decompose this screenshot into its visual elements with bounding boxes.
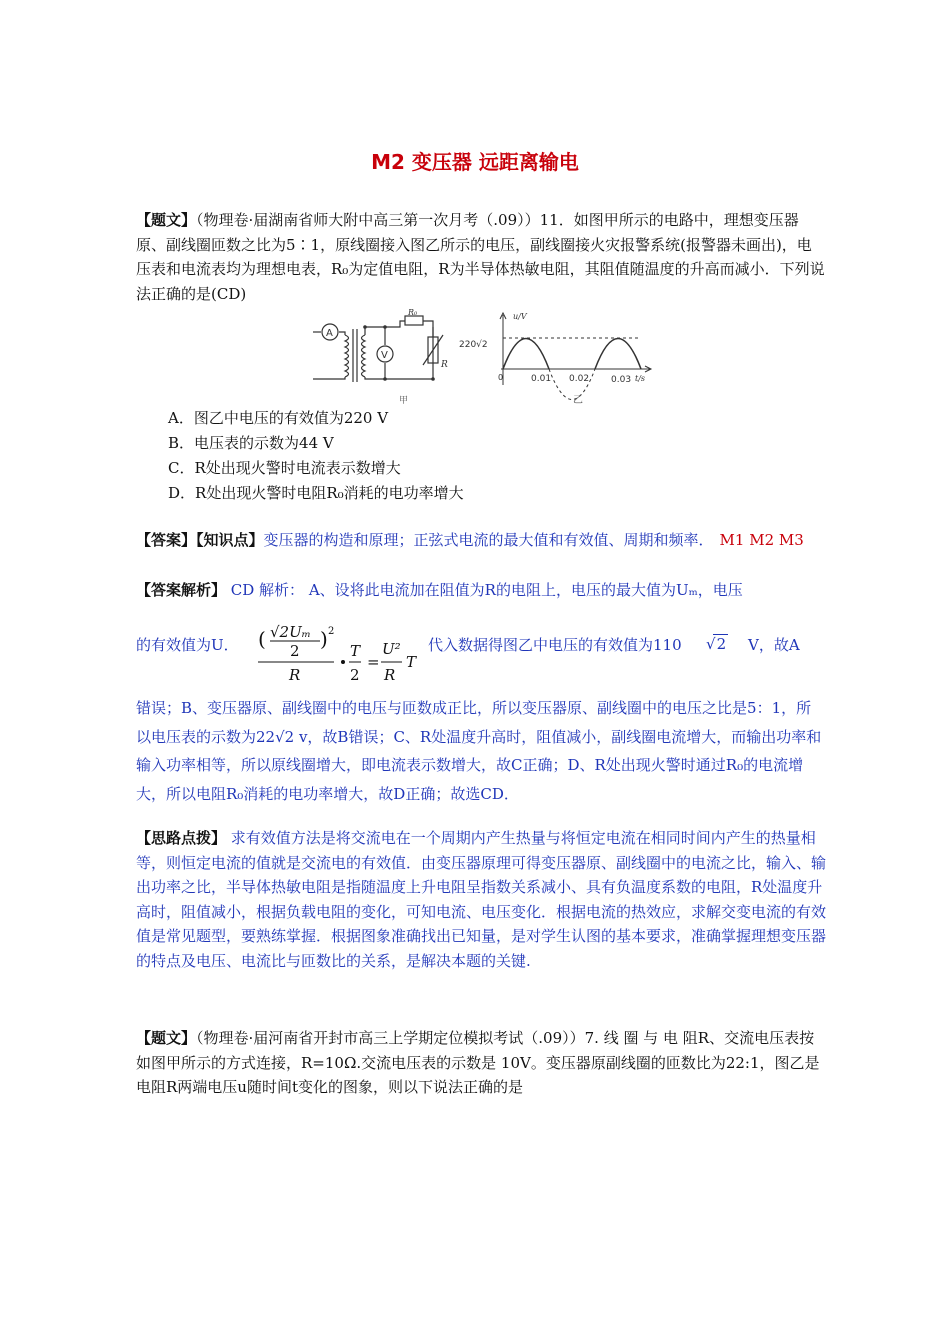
svg-text:2: 2 [328,626,335,637]
knowledge-text: 变压器的构造和原理；正弦式电流的最大值和有效值、周期和频率． [263,531,714,549]
option-a: A．图乙中电压的有效值为220 V [168,409,389,427]
hint-text: 求有效值方法是将交流电在一个周期内产生热量与将恒定电流在相同时间内产生的热量相等，则恒定电流的值就是交流电的有效值．由变压器原理可得变压器原、副线圈中的电流之比，输入、输出功率之比，半导体热敏电阻是指随温度上升电阻呈指数关系减小、具有负温度系数的电阻，R处温度升高时，阻值减小，根据负载电阻的变化，可知电流、电压变化．根据电流的热效应，求解交变电流的有效值是常见题型，要熟练掌握．根据图象准确找出已知量，是对学生认图的基本要求，准确掌握理想变压器的特点及电压、电流比与匝数比的关系，是解决本题的关键. [136,829,827,970]
formula-den-2: 2 [290,642,300,660]
figure-jia-label: 甲 [399,396,409,406]
svg-text:=: = [367,653,380,671]
formula-numerator: √2Uₘ [270,623,311,641]
question-2 [136,1026,826,1100]
knowledge-codes: M1 M2 M3 [719,531,804,549]
analysis-formula-line [136,620,836,684]
option-c: C．R处出现火警时电流表示数增大 [168,459,401,477]
formula-suffix: 代入数据得图乙中电压的有效值为110 [428,636,682,654]
tick-001: 0.01 [531,374,552,384]
page-title: M2 变压器 远距离输电 [371,150,579,174]
circuit-and-waveform-figure [305,307,665,407]
answer-tag: 【答案】 [136,531,197,549]
answer-block [136,528,826,553]
ammeter-label: A [326,328,333,339]
formula-graphic [254,620,429,684]
analysis-tag: 【答案解析】 [136,581,227,599]
hint-tag: 【思路点拨】 [136,829,227,847]
voltmeter-label: V [381,350,388,361]
axis-t-label: t/s [635,374,646,383]
formula-rhs: U² [382,640,401,658]
axis-origin: 0 [498,373,504,382]
question-2-stem: （物理卷·届河南省开封市高三上学期定位模拟考试（.09））7. 线 圈 与 电 阻R、交流电压表按如图甲所示的方式连接，R=10Ω.交流电压表的示数是 10V。变压器原副线圈的匝数比为22:1，图乙是电阻R两端电压u随时间t变化的图象，则以下说法正确的是 [136,1029,820,1096]
r-label: R [441,360,448,370]
svg-text:2: 2 [350,666,360,684]
svg-text:R: R [384,666,396,684]
tick-002: 0.02 [569,374,590,384]
r0-label: R₀ [408,308,418,317]
question-tag: 【题文】 [136,211,197,229]
analysis-line-1 [136,578,826,603]
option-d: D．R处出现火警时电阻R₀消耗的电功率增大 [168,484,464,502]
formula-t: T [350,642,361,660]
figure-yi-label: 乙 [573,395,583,406]
axis-ymax-label: 220√2 [459,340,488,350]
formula-tail: V，故A [748,636,800,654]
knowledge-tag: 【知识点】 [196,531,264,549]
question-stem: （物理卷·届湖南省师大附中高三第一次月考（.09））11．如图甲所示的电路中，理想变压器原、副线圈匝数之比为5∶1，原线圈接入图乙所示的电压，副线圈接火灾报警系统(报警器未画出)，电压表和电流表均为理想电表，R₀为定值电阻，R为半导体热敏电阻，其阻值随温度的升高而减小．下列说法正确的是(CD) [136,211,825,303]
formula-sqrt2: √ 2 [713,634,728,653]
svg-text:): ) [320,627,328,651]
tick-003: 0.03 [611,375,632,385]
question-1 [136,208,826,306]
formula-prefix: 的有效值为U． [136,636,239,654]
hint-block [136,826,826,973]
question-2-tag: 【题文】 [136,1029,197,1047]
svg-text:T: T [406,653,417,671]
analysis-rest: 错误；B、变压器原、副线圈中的电压与匝数成正比，所以变压器原、副线圈中的电压之比是5：1，所以电压表的示数为22√2 v，故B错误；C、R处温度升高时，阻值减小，副线圈电流增大，而输出功率和输入功率相等，所以原线圈增大，即电流表示数增大，故C正确；D、R处出现火警时通过R₀的电流增大，所以电阻R₀消耗的电功率增大，故D正确；故选CD． [136,699,822,803]
svg-text:(: ( [258,627,266,651]
option-b: B．电压表的示数为44 V [168,434,334,452]
analysis-line-1-text: CD 解析： A、设将此电流加在阻值为R的电阻上，电压的最大值为Uₘ，电压 [226,581,743,599]
formula-den-r: R [289,666,301,684]
axis-u-label: u/V [513,312,527,321]
